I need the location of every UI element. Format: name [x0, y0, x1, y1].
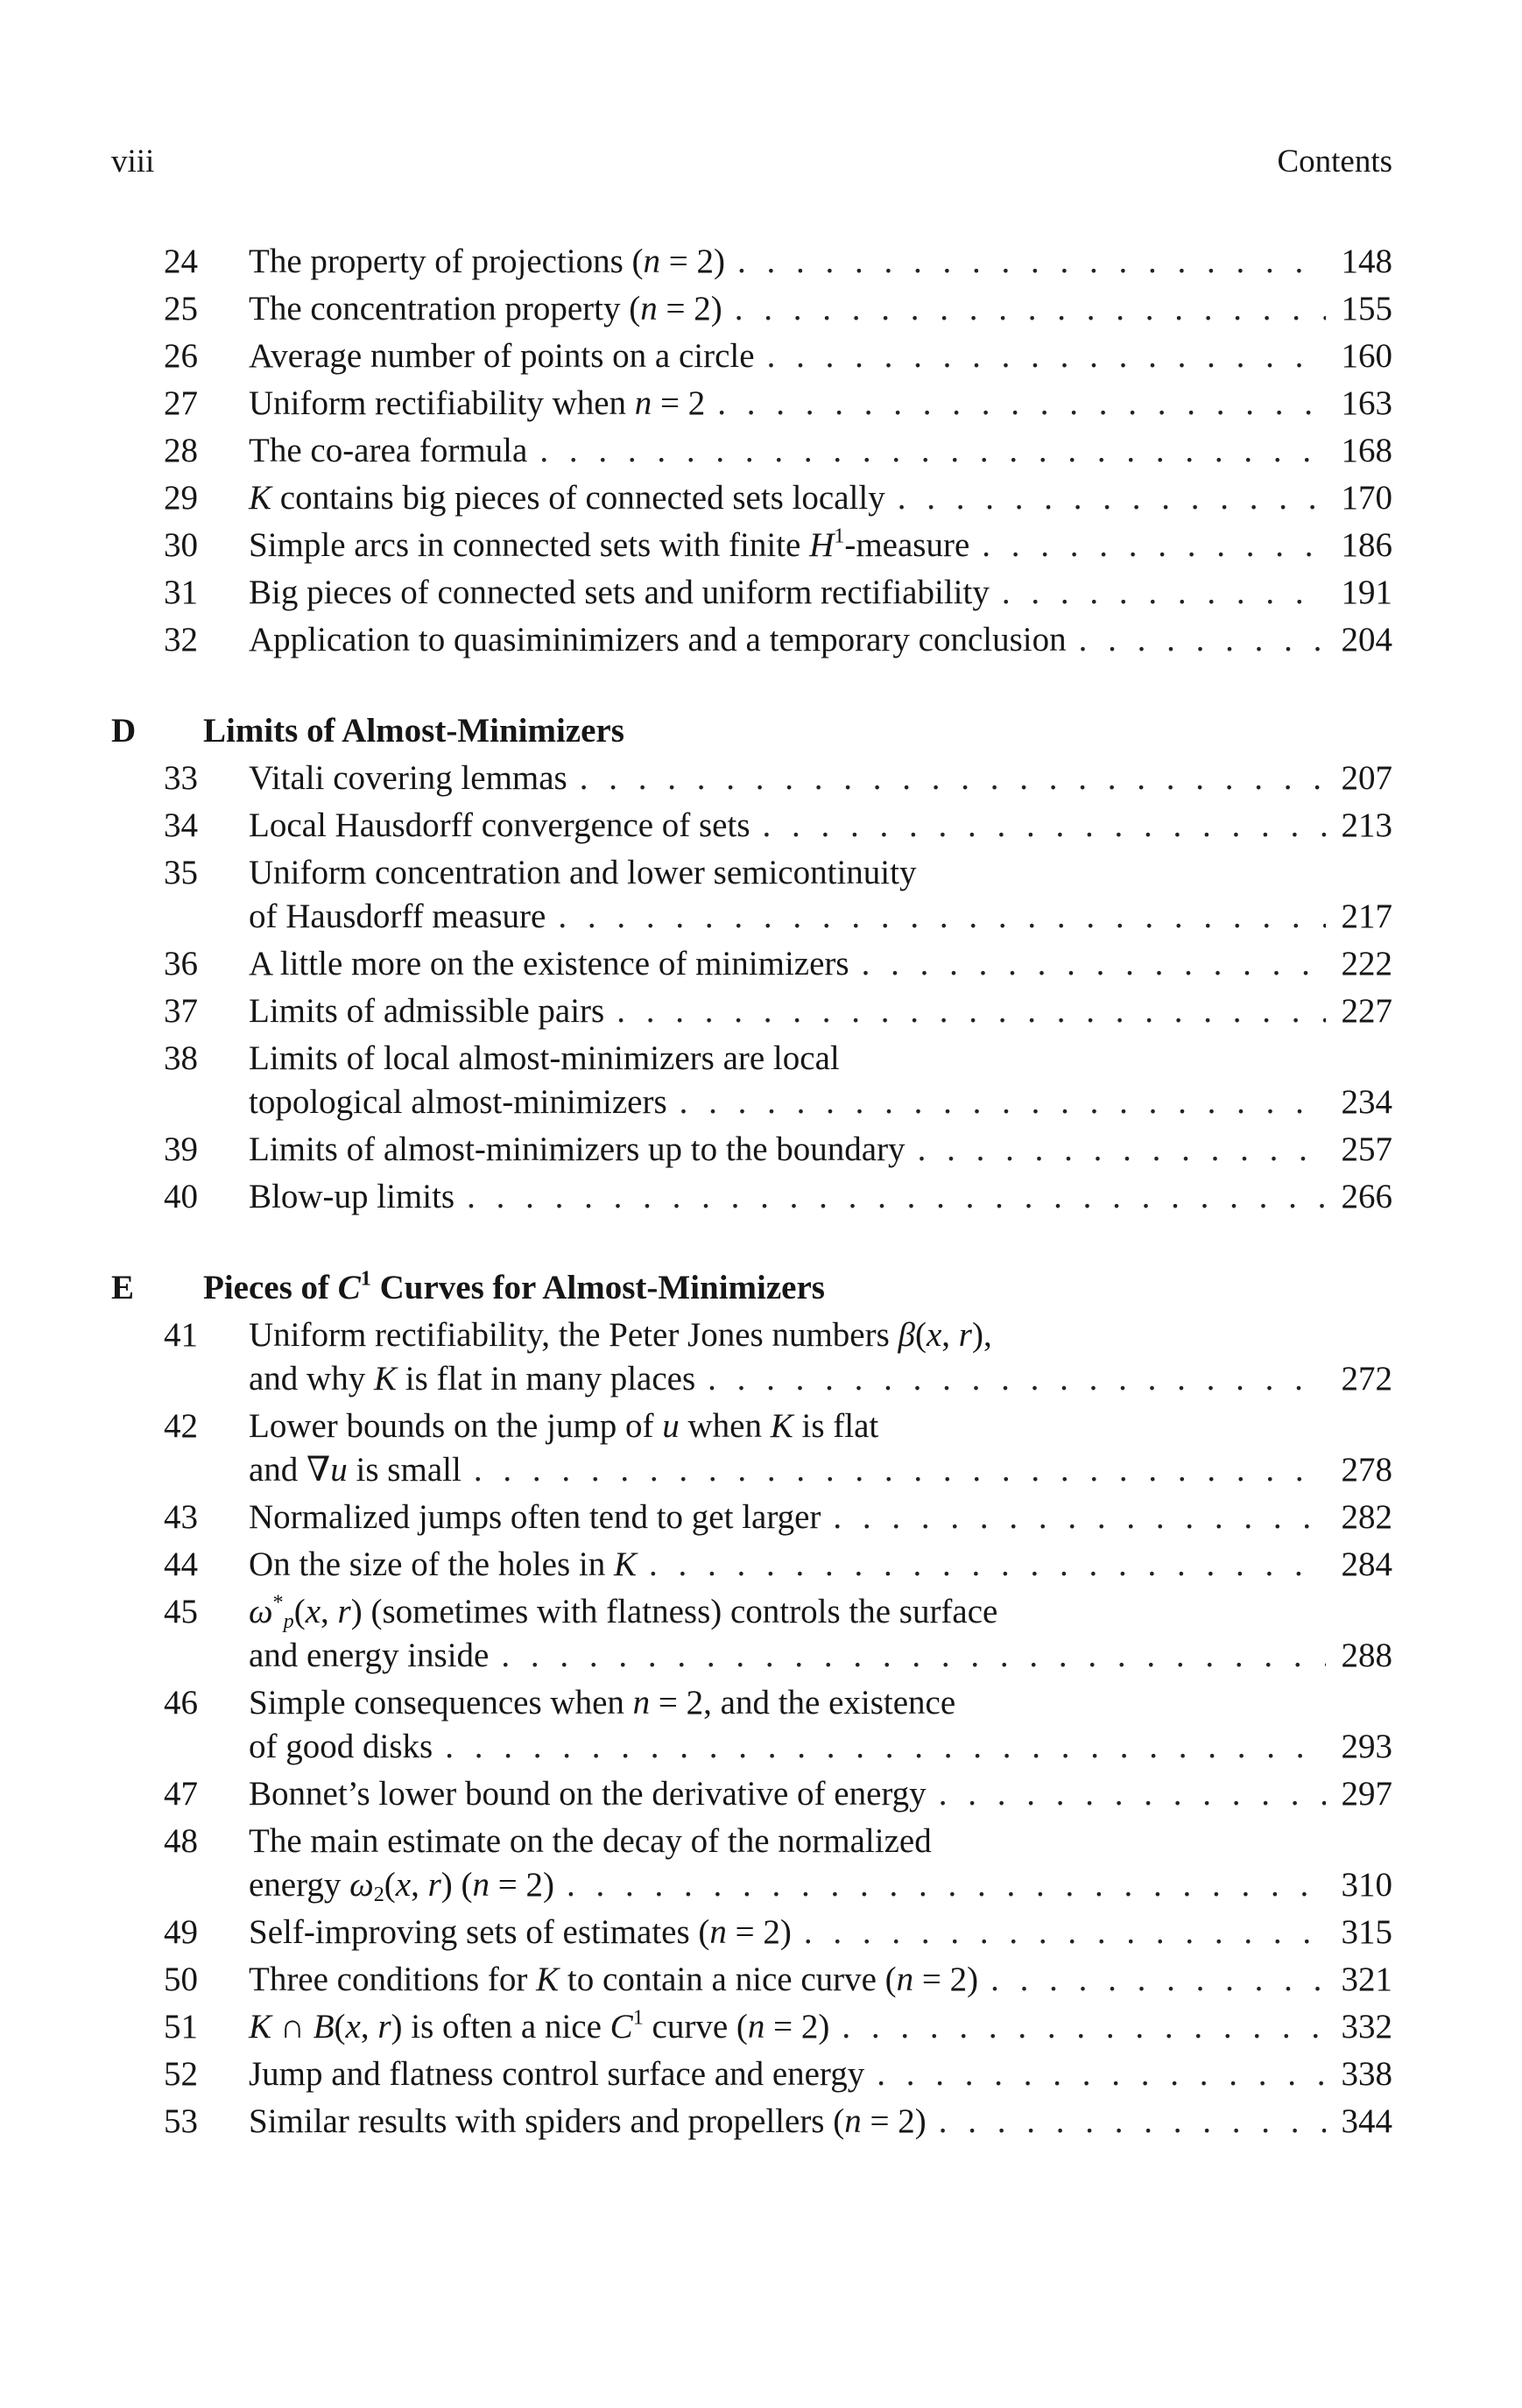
page-ref: 293	[1341, 1728, 1392, 1765]
toc-entry[interactable]	[111, 2003, 1392, 2051]
leader-dots	[757, 802, 1326, 849]
leader-dots	[799, 1909, 1326, 1956]
chapter-number: 32	[164, 621, 198, 658]
toc-entry[interactable]	[111, 1126, 1392, 1173]
page-ref: 186	[1341, 526, 1392, 564]
toc-entry[interactable]	[111, 802, 1392, 849]
chapter-number: 51	[164, 2008, 198, 2045]
chapter-title: The co-area formula	[249, 432, 528, 469]
leader-dots	[469, 1447, 1326, 1494]
table-of-contents	[111, 238, 1392, 2145]
page-ref: 297	[1341, 1775, 1392, 1813]
chapter-title: topological almost-minimizers	[249, 1083, 667, 1121]
page-ref: 191	[1341, 574, 1392, 611]
toc-entry[interactable]	[111, 616, 1392, 664]
chapter-title: Simple consequences when n = 2, and the existence	[249, 1684, 956, 1722]
chapter-title: of good disks	[249, 1728, 433, 1765]
leader-dots	[440, 1723, 1326, 1771]
chapter-title: Similar results with spiders and propellers (n = 2)	[249, 2102, 927, 2140]
leader-dots	[856, 940, 1326, 988]
leader-dots	[912, 1126, 1326, 1173]
chapter-title: K contains big pieces of connected sets locally	[249, 479, 885, 517]
chapter-number: 43	[164, 1498, 198, 1536]
page-header	[111, 140, 1392, 184]
chapter-number: 48	[164, 1822, 198, 1860]
toc-entry[interactable]	[111, 427, 1392, 475]
part-title: Pieces of $C^1$ Curves for Almost-Minimizers	[203, 1266, 825, 1306]
chapter-title: Blow-up limits	[249, 1178, 455, 1215]
leader-dots	[934, 1771, 1326, 1818]
page-ref: 168	[1341, 432, 1392, 469]
chapter-number: 50	[164, 1961, 198, 1998]
toc-entry[interactable]	[111, 1909, 1392, 1956]
page-ref: 257	[1341, 1130, 1392, 1168]
chapter-title: Three conditions for K to contain a nice curve (n = 2)	[249, 1961, 979, 1998]
leader-dots	[674, 1079, 1326, 1126]
page-ref: 282	[1341, 1498, 1392, 1536]
page-ref: 321	[1341, 1961, 1392, 1998]
toc-entry[interactable]	[111, 1173, 1392, 1221]
page-ref: 227	[1341, 992, 1392, 1030]
chapter-number: 25	[164, 290, 198, 327]
page-ref: 344	[1341, 2102, 1392, 2140]
chapter-number: 35	[164, 854, 198, 891]
chapter-title: Uniform rectifiability when n = 2	[249, 384, 706, 422]
toc-entry[interactable]	[111, 1956, 1392, 2003]
page-ref: 310	[1341, 1866, 1392, 1904]
toc-entry[interactable]	[111, 1771, 1392, 1818]
toc-entry[interactable]	[111, 1679, 1392, 1771]
leader-dots	[644, 1541, 1326, 1588]
chapter-number: 36	[164, 945, 198, 982]
toc-entry[interactable]	[111, 988, 1392, 1035]
chapter-title: K ∩ B(x, r) is often a nice $C^1$ curve (n = 2)	[249, 2005, 830, 2045]
chapter-number: 52	[164, 2055, 198, 2093]
chapter-title: Application to quasiminimizers and a temporary conclusion	[249, 621, 1067, 658]
page-ref: 148	[1341, 243, 1392, 280]
chapter-number: 49	[164, 1913, 198, 1951]
leader-dots	[702, 1355, 1326, 1403]
toc-entry[interactable]	[111, 2098, 1392, 2145]
chapter-number: 38	[164, 1039, 198, 1077]
leader-dots	[561, 1862, 1326, 1909]
leader-dots	[611, 988, 1326, 1035]
chapter-number: 29	[164, 479, 198, 517]
page-ref: 266	[1341, 1178, 1392, 1215]
chapter-number: 30	[164, 526, 198, 564]
part-heading	[111, 708, 1392, 755]
page-ref: 160	[1341, 337, 1392, 375]
page-ref: 284	[1341, 1545, 1392, 1583]
leader-dots	[836, 2003, 1326, 2051]
chapter-title: energy $\omega_2(x$, r) (n = 2)	[249, 1866, 555, 1907]
leader-dots	[976, 522, 1326, 569]
chapter-number: 26	[164, 337, 198, 375]
leader-dots	[729, 285, 1326, 333]
toc-entry[interactable]	[111, 1818, 1392, 1909]
chapter-title: Big pieces of connected sets and uniform rectifiability	[249, 574, 990, 611]
chapter-title: Limits of almost-minimizers up to the boundary	[249, 1130, 905, 1168]
page-ref: 163	[1341, 384, 1392, 422]
page-ref: 234	[1341, 1083, 1392, 1121]
part-letter: E	[111, 1269, 135, 1306]
chapter-title: $\omega^*_p(x$, r) (sometimes with flatness) controls the surface	[249, 1590, 998, 1634]
toc-entry[interactable]	[111, 2051, 1392, 2098]
page-ref: 278	[1341, 1451, 1392, 1489]
page-ref: 272	[1341, 1360, 1392, 1398]
chapter-title: On the size of the holes in K	[249, 1545, 637, 1583]
page-number: viii	[111, 144, 155, 180]
toc-entry[interactable]	[111, 940, 1392, 988]
chapter-title: of Hausdorff measure	[249, 898, 546, 935]
page-ref: 222	[1341, 945, 1392, 982]
chapter-title: Limits of admissible pairs	[249, 992, 605, 1030]
toc-entry[interactable]	[111, 238, 1392, 285]
toc-entry[interactable]	[111, 333, 1392, 380]
chapter-number: 24	[164, 243, 198, 280]
toc-entry[interactable]	[111, 1312, 1392, 1403]
page-ref: 204	[1341, 621, 1392, 658]
chapter-title: Average number of points on a circle	[249, 337, 755, 375]
running-title: Contents	[1277, 144, 1392, 180]
toc-entry[interactable]	[111, 380, 1392, 427]
page-ref: 332	[1341, 2008, 1392, 2045]
leader-dots	[1074, 616, 1326, 664]
chapter-title: Simple arcs in connected sets with finite $H^1$-measure	[249, 524, 970, 564]
leader-dots	[462, 1173, 1326, 1221]
chapter-number: 41	[164, 1316, 198, 1354]
chapter-title: Vitali covering lemmas	[249, 759, 567, 797]
chapter-title: The main estimate on the decay of the normalized	[249, 1822, 932, 1860]
chapter-number: 46	[164, 1684, 198, 1722]
chapter-title: and why K is flat in many places	[249, 1360, 696, 1398]
chapter-number: 44	[164, 1545, 198, 1583]
leader-dots	[553, 893, 1326, 940]
chapter-number: 37	[164, 992, 198, 1030]
part-heading	[111, 1264, 1392, 1312]
toc-entry[interactable]	[111, 569, 1392, 616]
chapter-title: Uniform concentration and lower semicontinuity	[249, 854, 917, 891]
leader-dots	[534, 427, 1326, 475]
chapter-title: and energy inside	[249, 1637, 490, 1674]
leader-dots	[712, 380, 1326, 427]
chapter-number: 42	[164, 1407, 198, 1445]
chapter-number: 39	[164, 1130, 198, 1168]
chapter-number: 33	[164, 759, 198, 797]
chapter-number: 40	[164, 1178, 198, 1215]
part-letter: D	[111, 712, 137, 750]
part-title: Limits of Almost-Minimizers	[203, 712, 624, 750]
chapter-number: 31	[164, 574, 198, 611]
leader-dots	[732, 238, 1326, 285]
toc-entry[interactable]	[111, 475, 1392, 522]
toc-entry[interactable]	[111, 1541, 1392, 1588]
chapter-number: 45	[164, 1593, 198, 1630]
toc-entry[interactable]	[111, 849, 1392, 940]
toc-entry[interactable]	[111, 1494, 1392, 1541]
page-ref: 315	[1341, 1913, 1392, 1951]
leader-dots	[574, 755, 1326, 802]
leader-dots	[934, 2098, 1326, 2145]
toc-entry[interactable]	[111, 285, 1392, 333]
chapter-title: Uniform rectifiability, the Peter Jones numbers β(x, r),	[249, 1316, 992, 1354]
leader-dots	[871, 2051, 1326, 2098]
page-ref: 288	[1341, 1637, 1392, 1674]
page-ref: 217	[1341, 898, 1392, 935]
chapter-number: 28	[164, 432, 198, 469]
chapter-title: Normalized jumps often tend to get larger	[249, 1498, 821, 1536]
chapter-title: The concentration property (n = 2)	[249, 290, 722, 327]
toc-entry[interactable]	[111, 522, 1392, 569]
page-ref: 207	[1341, 759, 1392, 797]
chapter-title: Jump and flatness control surface and energy	[249, 2055, 865, 2093]
leader-dots	[997, 569, 1326, 616]
chapter-number: 47	[164, 1775, 198, 1813]
chapter-title: Self-improving sets of estimates (n = 2)	[249, 1913, 792, 1951]
leader-dots	[892, 475, 1326, 522]
leader-dots	[762, 333, 1326, 380]
page-ref: 338	[1341, 2055, 1392, 2093]
toc-entry[interactable]	[111, 1588, 1392, 1679]
chapter-title: Bonnet’s lower bound on the derivative of energy	[249, 1775, 927, 1813]
chapter-title: Limits of local almost-minimizers are local	[249, 1039, 840, 1077]
chapter-number: 27	[164, 384, 198, 422]
chapter-title: Lower bounds on the jump of u when K is flat	[249, 1407, 879, 1445]
chapter-title: A little more on the existence of minimizers	[249, 945, 849, 982]
page-ref: 170	[1341, 479, 1392, 517]
chapter-title: Local Hausdorff convergence of sets	[249, 806, 750, 844]
toc-entry[interactable]	[111, 1403, 1392, 1494]
chapter-title: and ∇u is small	[249, 1451, 462, 1489]
toc-entry[interactable]	[111, 1035, 1392, 1126]
chapter-number: 34	[164, 806, 198, 844]
leader-dots	[828, 1494, 1326, 1541]
chapter-title: The property of projections (n = 2)	[249, 243, 726, 280]
page-ref: 213	[1341, 806, 1392, 844]
leader-dots	[496, 1632, 1326, 1679]
chapter-number: 53	[164, 2102, 198, 2140]
leader-dots	[985, 1956, 1326, 2003]
toc-entry[interactable]	[111, 755, 1392, 802]
page-ref: 155	[1341, 290, 1392, 327]
